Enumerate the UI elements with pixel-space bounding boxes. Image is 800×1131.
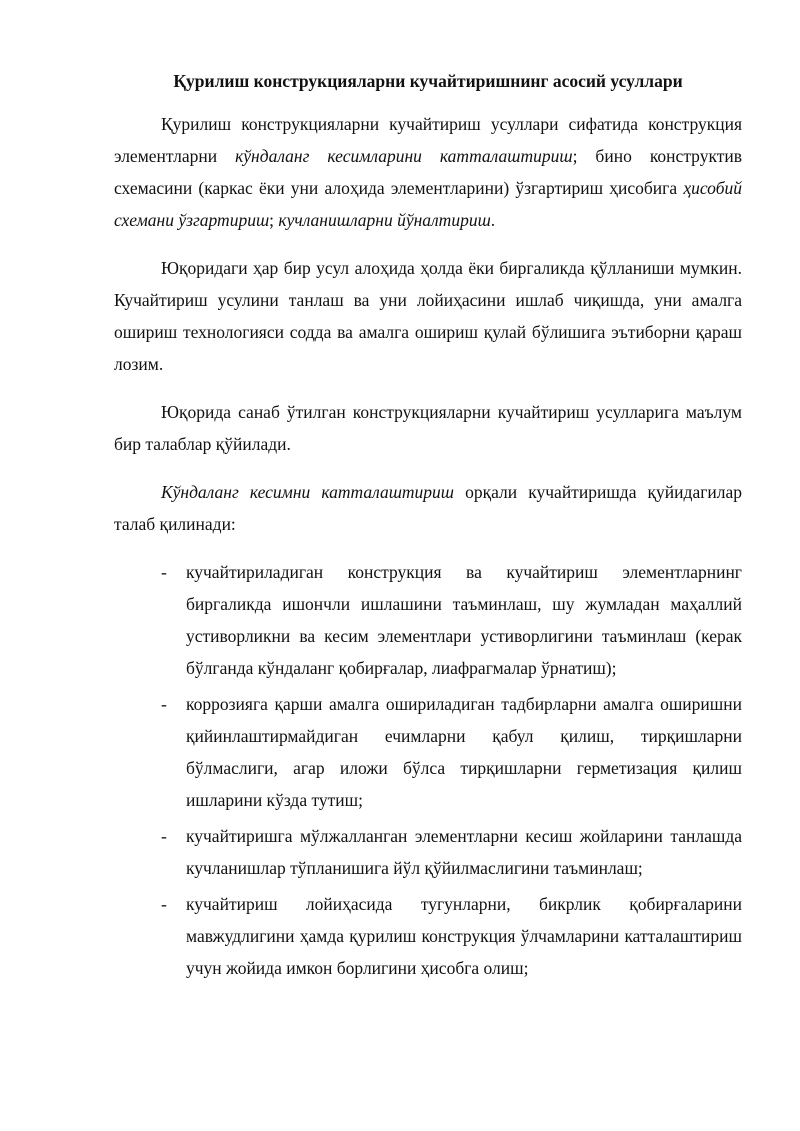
text-run: .	[490, 210, 496, 230]
italic-term: Кўндаланг кесимни катталаштириш	[161, 482, 455, 502]
paragraph-cross-section	[114, 476, 742, 540]
bullet-dash: -	[161, 694, 167, 714]
bullet-dash: -	[161, 894, 167, 914]
paragraph-combination: Юқоридаги ҳар бир усул алоҳида ҳолда ёки биргаликда қўлланиши мумкин. Кучайтириш усулини танлаш ва уни лойиҳасини ишлаб чиқишда, уни амалга ошириш технологияси содда ва амалга ошириш қулай бўлишига эътиборни қараш лозим.	[114, 258, 742, 374]
list-item-text: кучайтиришга мўлжалланган элементларни кесиш жойларини танлашда кучланишлар тўпланишига йўл қўйилмаслигини таъминлаш;	[186, 826, 742, 878]
list-item-text: кучайтириладиган конструкция ва кучайтириш элементларнинг биргаликда ишончли ишлашини таъминлаш, шу жумладан маҳаллий устиворликни ва кесим элементлари устиворлигини таъминлаш (керак бўлганда кўндаланг қобирғалар, лиафрагмалар ўрнатиш);	[186, 562, 742, 678]
italic-term: кучланишларни йўналтириш	[278, 210, 491, 230]
text-run: ; бино конструктив схемасини (каркас ёки уни алоҳида элементларини) ўзгартириш ҳисобига	[114, 146, 742, 198]
list-item	[114, 820, 742, 884]
requirements-list	[114, 556, 742, 984]
bullet-dash: -	[161, 562, 167, 582]
paragraph-methods	[114, 108, 742, 236]
text-run: Қурилиш конструкцияларни кучайтириш усуллари сифатида конструкция элементларни	[114, 114, 742, 166]
list-item	[114, 888, 742, 984]
paragraph-requirements: Юқорида санаб ўтилган конструкцияларни кучайтириш усулларига маълум бир талаблар қўйилади.	[114, 402, 742, 454]
document-page	[114, 70, 742, 988]
list-item-text: кучайтириш лойиҳасида тугунларни, бикрлик қобирғаларини мавжудлигини ҳамда қурилиш конструкция ўлчамларини катталаштириш учун жойида имкон борлигини ҳисобга олиш;	[186, 894, 742, 978]
list-item-text: коррозияга қарши амалга ошириладиган тадбирларни амалга оширишни қийинлаштирмайдиган ечимларни қабул қилиш, тирқишларни бўлмаслиги, агар иложи бўлса тирқишларни герметизация қилиш ишларини кўзда тутиш;	[186, 694, 742, 810]
italic-term: ҳисобий схемани ўзгартириш	[114, 178, 742, 230]
text-run: ;	[269, 210, 279, 230]
bullet-dash: -	[161, 826, 167, 846]
list-item	[114, 556, 742, 684]
page-title: Қурилиш конструкцияларни кучайтиришнинг асосий усуллари	[173, 71, 683, 91]
list-item	[114, 688, 742, 816]
text-run: орқали кучайтиришда қуйидагилар талаб қилинади:	[114, 482, 743, 534]
italic-term: кўндаланг кесимларини катталаштириш	[235, 146, 573, 166]
